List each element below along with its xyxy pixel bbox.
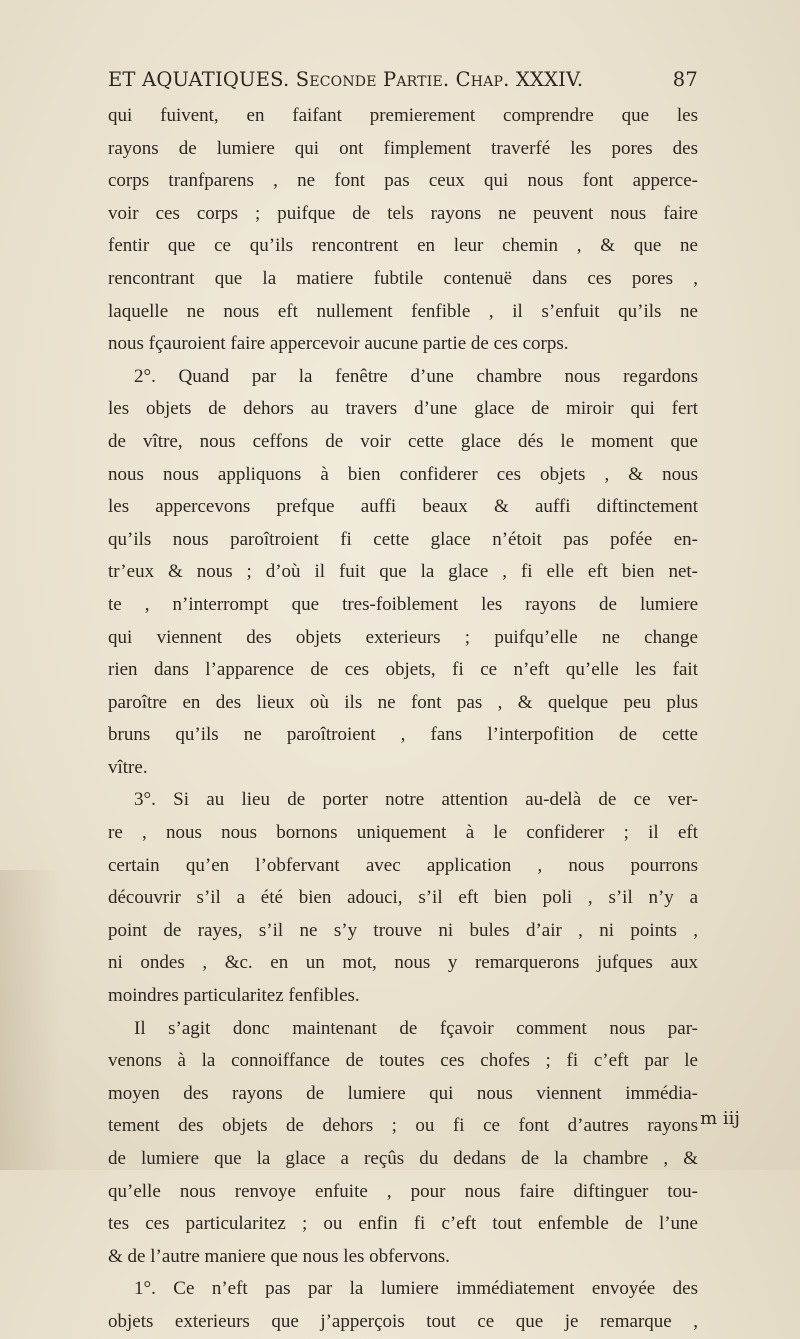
text-line: 2°. Quand par la fenêtre d’une chambre nous regardons <box>134 365 698 387</box>
running-header <box>108 68 698 100</box>
text-line: rencontrant que la matiere fubtile contenuë dans ces pores , <box>108 267 698 289</box>
page-stain <box>0 870 60 1170</box>
text-line: tement des objets de dehors ; ou fi ce font d’autres rayons <box>108 1115 698 1137</box>
text-line: re , nous nous bornons uniquement à le confiderer ; il eft <box>108 822 698 844</box>
running-title: ET AQUATIQUES. Seconde Partie. Chap. XXXIV. <box>108 68 584 91</box>
text-line: rayons de lumiere qui ont fimplement traverfé les pores des <box>108 137 698 159</box>
text-line: 3°. Si au lieu de porter notre attention au-delà de ce ver- <box>134 789 698 811</box>
text-line: certain qu’en l’obfervant avec application , nous pourrons <box>108 854 698 876</box>
text-line: corps tranfparens , ne font pas ceux qui nous font apperce- <box>108 170 698 192</box>
book-page <box>108 68 698 1339</box>
text-line: moyen des rayons de lumiere qui nous viennent immédia- <box>108 1082 698 1104</box>
text-line: rien dans l’apparence de ces objets, fi ce n’eft qu’elle les fait <box>108 659 698 681</box>
text-line: bruns qu’ils ne paroîtroient , fans l’interpofition de cette <box>108 724 698 746</box>
text-line: ni ondes , &c. en un mot, nous y remarquerons jufques aux <box>108 952 698 974</box>
text-line: & de l’autre maniere que nous les obfervons. <box>108 1245 450 1267</box>
signature-mark: m iij <box>700 1108 740 1129</box>
text-line: qui viennent des objets exterieurs ; puifqu’elle ne change <box>108 626 698 648</box>
text-line: les objets de dehors au travers d’une glace de miroir qui fert <box>108 398 698 420</box>
text-line: vître. <box>108 756 148 778</box>
body-text <box>108 100 698 1339</box>
text-line: 1°. Ce n’eft pas par la lumiere immédiatement envoyée des <box>134 1278 698 1300</box>
text-line: tr’eux & nous ; d’où il fuit que la glace , fi elle eft bien net- <box>108 561 698 583</box>
text-line: nous nous appliquons à bien confiderer ces objets , & nous <box>108 463 698 485</box>
text-line: moindres particularitez fenfibles. <box>108 985 360 1007</box>
text-line: tes ces particularitez ; ou enfin fi c’eft tout enfemble de l’une <box>108 1213 698 1235</box>
text-line: découvrir s’il a été bien adouci, s’il eft bien poli , s’il n’y a <box>108 887 698 909</box>
text-line: nous fçauroient faire appercevoir aucune partie de ces corps. <box>108 333 569 355</box>
text-line: de vître, nous ceffons de voir cette glace dés le moment que <box>108 430 698 452</box>
text-line: les appercevons prefque auffi beaux & auffi diftinctement <box>108 496 698 518</box>
text-line: de lumiere que la glace a reçûs du dedans de la chambre , & <box>108 1148 698 1169</box>
page-number: 87 <box>672 68 698 91</box>
text-line: voir ces corps ; puifque de tels rayons ne peuvent nous faire <box>108 202 698 224</box>
text-line: fentir que ce qu’ils rencontrent en leur chemin , & que ne <box>108 235 698 257</box>
text-line: laquelle ne nous eft nullement fenfible , il s’enfuit qu’ils ne <box>108 300 698 322</box>
text-line: qu’elle nous renvoye enfuite , pour nous faire diftinguer tou- <box>108 1180 698 1202</box>
text-line: te , n’interrompt que tres-foiblement les rayons de lumiere <box>108 593 698 615</box>
text-line: qu’ils nous paroîtroient fi cette glace n’étoit pas pofée en- <box>108 528 698 550</box>
text-line: point de rayes, s’il ne s’y trouve ni bules d’air , ni points , <box>108 919 698 941</box>
text-line: Il s’agit donc maintenant de fçavoir comment nous par- <box>134 1017 698 1039</box>
text-line: qui fuivent, en faifant premierement comprendre que les <box>108 105 698 126</box>
text-line: venons à la connoiffance de toutes ces chofes ; fi c’eft par le <box>108 1050 698 1072</box>
text-line: paroître en des lieux où ils ne font pas , & quelque peu plus <box>108 691 698 713</box>
text-line: objets exterieurs que j’apperçois tout ce que je remarque , <box>108 1310 698 1332</box>
